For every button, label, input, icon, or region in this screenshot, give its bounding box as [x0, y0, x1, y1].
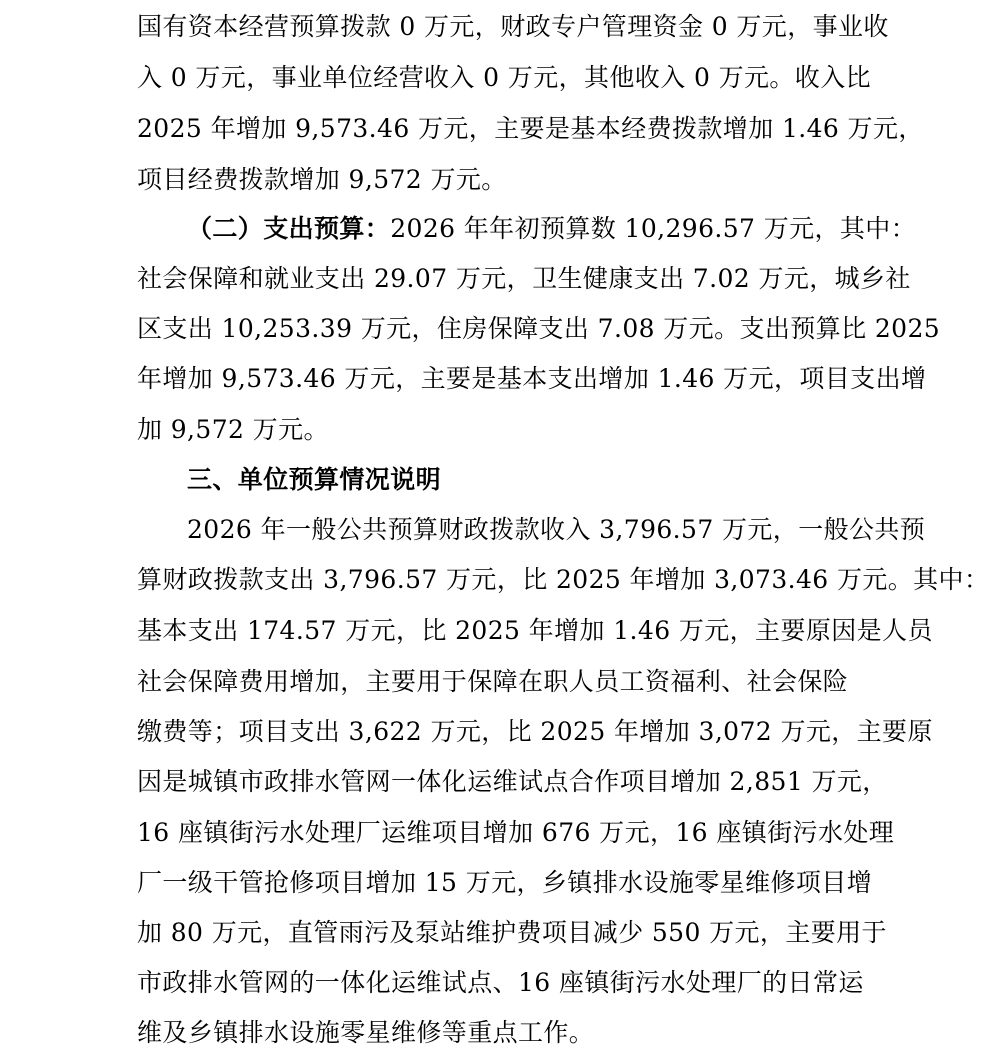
expenditure-paragraph-line: 加 9,572 万元。 [137, 415, 329, 444]
unit-paragraph-line: 市政排水管网的一体化运维试点、16 座镇街污水处理厂的日常运 [137, 968, 864, 997]
unit-paragraph-line: 缴费等；项目支出 3,622 万元，比 2025 年增加 3,072 万元，主要原 [137, 717, 933, 746]
unit-paragraph-line: 基本支出 174.57 万元，比 2025 年增加 1.46 万元，主要原因是人员 [137, 616, 933, 645]
expenditure-paragraph-first-line [187, 214, 916, 244]
unit-paragraph-line: 算财政拨款支出 3,796.57 万元，比 2025 年增加 3,073.46 万元。其中： [137, 565, 990, 594]
income-paragraph-line: 国有资本经营预算拨款 0 万元，财政专户管理资金 0 万元，事业收 [137, 12, 889, 41]
unit-paragraph-line: 加 80 万元，直管雨污及泵站维护费项目减少 550 万元，主要用于 [137, 918, 887, 947]
expenditure-paragraph-line: 区支出 10,253.39 万元，住房保障支出 7.08 万元。支出预算比 2025 [137, 314, 941, 343]
income-paragraph-line: 项目经费拨款增加 9,572 万元。 [137, 165, 507, 194]
income-paragraph-line: 入 0 万元，事业单位经营收入 0 万元，其他收入 0 万元。收入比 [137, 63, 871, 92]
unit-paragraph-line: 维及乡镇排水设施零星维修等重点工作。 [137, 1018, 595, 1047]
unit-paragraph-line: 厂一级干管抢修项目增加 15 万元，乡镇排水设施零星维修项目增 [137, 868, 873, 897]
income-paragraph-line: 2025 年增加 9,573.46 万元，主要是基本经费拨款增加 1.46 万元， [137, 114, 924, 143]
unit-paragraph-line: 因是城镇市政排水管网一体化运维试点合作项目增加 2,851 万元， [137, 767, 888, 796]
expenditure-lead: （二）支出预算： [187, 214, 391, 243]
expenditure-paragraph-line: 社会保障和就业支出 29.07 万元，卫生健康支出 7.02 万元，城乡社 [137, 264, 911, 293]
unit-paragraph-line: 2026 年一般公共预算财政拨款收入 3,796.57 万元，一般公共预 [187, 515, 926, 544]
section-heading: 三、单位预算情况说明 [187, 465, 442, 494]
unit-paragraph-line: 16 座镇街污水处理厂运维项目增加 676 万元，16 座镇街污水处理 [137, 818, 895, 847]
expenditure-paragraph-line: 2026 年年初预算数 10,296.57 万元，其中： [390, 214, 917, 243]
unit-paragraph-line: 社会保障费用增加，主要用于保障在职人员工资福利、社会保险 [137, 667, 849, 696]
expenditure-paragraph-line: 年增加 9,573.46 万元，主要是基本支出增加 1.46 万元，项目支出增 [137, 364, 927, 393]
